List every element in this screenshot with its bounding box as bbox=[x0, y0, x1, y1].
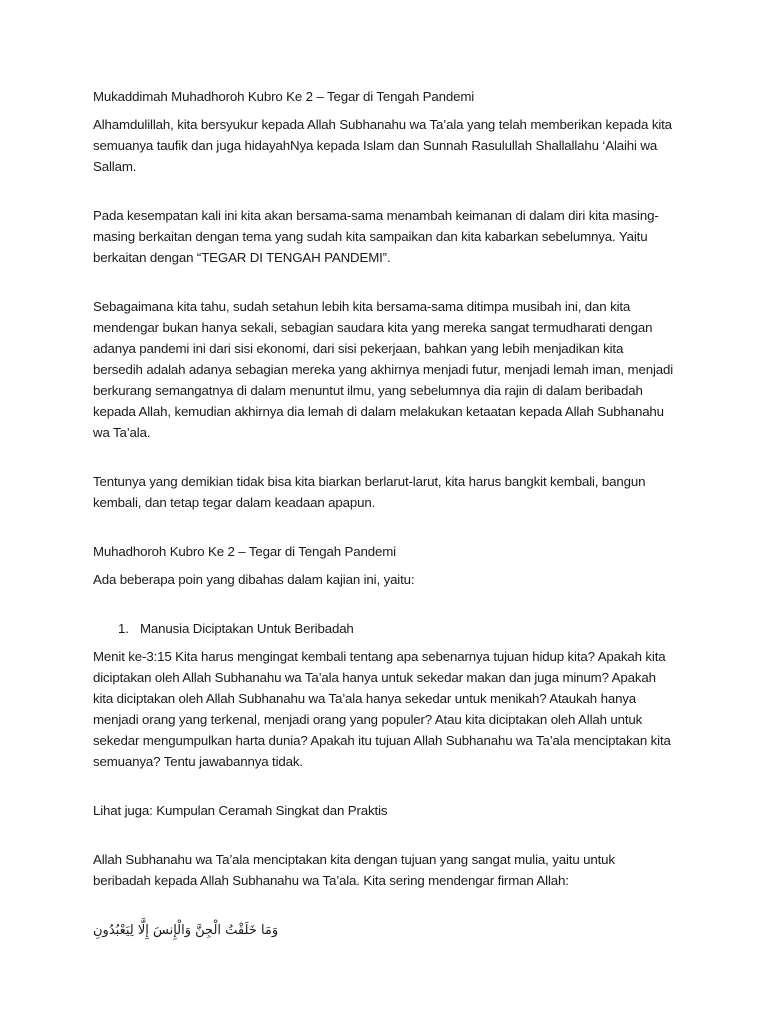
paragraph-line: Menit ke-3:15 Kita harus mengingat kembali tentang apa sebenarnya tujuan hidup kita? Apakah kita bbox=[93, 649, 666, 664]
paragraph-line: kepada Allah, kemudian akhirnya dia lemah di dalam melakukan ketaatan kepada Allah Subhanahu bbox=[93, 404, 664, 419]
paragraph-line: berkaitan dengan “TEGAR DI TENGAH PANDEMI”. bbox=[93, 250, 391, 265]
paragraph-line: Allah Subhanahu wa Ta’ala menciptakan kita dengan tujuan yang sangat mulia, yaitu untuk bbox=[93, 852, 615, 867]
paragraph-line: Tentunya yang demikian tidak bisa kita biarkan berlarut-larut, kita harus bangkit kembali, bangun bbox=[93, 474, 646, 489]
list-item bbox=[118, 618, 693, 639]
paragraph-line: diciptakan oleh Allah Subhanahu wa Ta’ala hanya untuk sekedar makan dan juga minum? Apakah bbox=[93, 670, 656, 685]
paragraph-intro bbox=[93, 114, 693, 177]
see-also-note: Lihat juga: Kumpulan Ceramah Singkat dan Praktis bbox=[93, 803, 388, 818]
paragraph-line: adanya pandemi ini dari sisi ekonomi, dari sisi pekerjaan, bahkan yang lebih menjadikan kita bbox=[93, 341, 624, 356]
arabic-verse: وَمَا خَلَقْتُ الْجِنَّ وَالْإِنسَ إِلَّا لِيَعْبُدُونِ bbox=[93, 923, 279, 938]
paragraph-line: sekedar mengumpulkan harta dunia? Apakah itu tujuan Allah Subhanahu wa Ta’ala menciptakan kita bbox=[93, 733, 671, 748]
paragraph-line: mendengar bukan hanya sekali, sebagian saudara kita yang mereka sangat termudharati dengan bbox=[93, 320, 653, 335]
paragraph-purpose bbox=[93, 646, 693, 772]
paragraph-line: semuanya? Tentu jawabannya tidak. bbox=[93, 754, 303, 769]
paragraph-line: kita diciptakan oleh Allah Subhanahu wa Ta’ala hanya sekedar untuk menikah? Ataukah hanya bbox=[93, 691, 637, 706]
paragraph-line: berkurang semangatnya di dalam menuntut ilmu, yang sebelumnya dia rajin di dalam beribadah bbox=[93, 383, 643, 398]
paragraph-rise-again bbox=[93, 471, 693, 513]
arabic-verse-container bbox=[93, 919, 693, 941]
paragraph-worship bbox=[93, 849, 693, 891]
paragraph-line: Alhamdulillah, kita bersyukur kepada Allah Subhanahu wa Ta’ala yang telah memberikan kepada kita bbox=[93, 117, 672, 132]
document-body bbox=[93, 86, 693, 941]
paragraph-line: wa Ta’ala. bbox=[93, 425, 151, 440]
paragraph-line: menjadi orang yang terkenal, menjadi orang yang populer? Atau kita diciptakan oleh Allah untuk bbox=[93, 712, 643, 727]
paragraph-line: Pada kesempatan kali ini kita akan bersama-sama menambah keimanan di dalam diri kita masing- bbox=[93, 208, 659, 223]
document-title: Mukaddimah Muhadhoroh Kubro Ke 2 – Tegar di Tengah Pandemi bbox=[93, 89, 475, 104]
paragraph-line: kembali, dan tetap tegar dalam keadaan apapun. bbox=[93, 495, 376, 510]
points-intro: Ada beberapa poin yang dibahas dalam kajian ini, yaitu: bbox=[93, 572, 415, 587]
paragraph-line: Sallam. bbox=[93, 159, 137, 174]
section-subtitle: Muhadhoroh Kubro Ke 2 – Tegar di Tengah Pandemi bbox=[93, 544, 396, 559]
list-number: 1. bbox=[118, 621, 129, 636]
paragraph-line: bersedih adalah adanya sebagian mereka yang akhirnya menjadi futur, menjadi lemah iman, menjadi bbox=[93, 362, 674, 377]
paragraph-line: masing berkaitan dengan tema yang sudah kita sampaikan dan kita kabarkan sebelumnya. Yaitu bbox=[93, 229, 648, 244]
paragraph-theme bbox=[93, 205, 693, 268]
list-label: Manusia Diciptakan Untuk Beribadah bbox=[140, 621, 354, 636]
paragraph-line: beribadah kepada Allah Subhanahu wa Ta’ala. Kita sering mendengar firman Allah: bbox=[93, 873, 569, 888]
paragraph-line: semuanya taufik dan juga hidayahNya kepada Islam dan Sunnah Rasulullah Shallallahu ‘Alaihi wa bbox=[93, 138, 658, 153]
paragraph-line: Sebagaimana kita tahu, sudah setahun lebih kita bersama-sama ditimpa musibah ini, dan kita bbox=[93, 299, 631, 314]
paragraph-pandemic bbox=[93, 296, 693, 443]
